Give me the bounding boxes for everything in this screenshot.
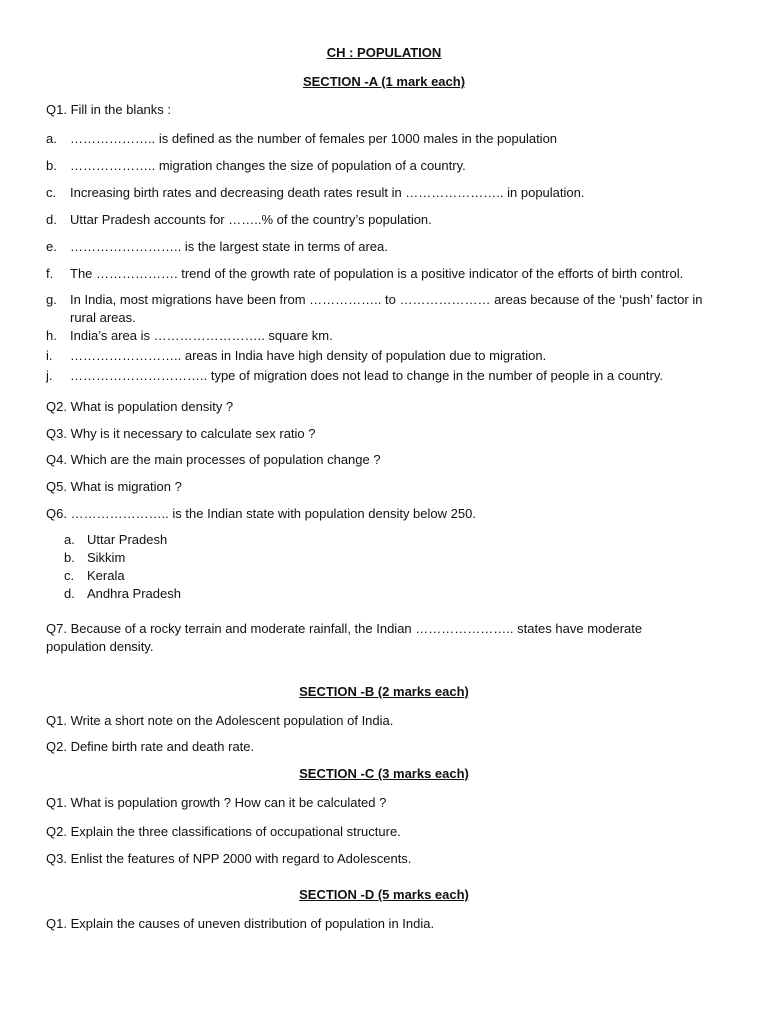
- blank-item-text: India’s area is …………………….. square km.: [70, 328, 333, 343]
- blank-item-text: The ………………. trend of the growth rate of population is a positive indicator of the efforts of birth control.: [70, 266, 684, 281]
- section-d-heading: SECTION -D (5 marks each): [299, 887, 469, 902]
- option-label: a.: [64, 532, 75, 547]
- blank-item-label: f.: [46, 266, 54, 281]
- option-label: b.: [64, 550, 75, 565]
- option-label: d.: [64, 586, 75, 601]
- blank-item-label: d.: [46, 212, 57, 227]
- section-c-q2: Q2. Explain the three classifications of occupational structure.: [46, 824, 401, 839]
- q7-rocky-terrain: Q7. Because of a rocky terrain and moderate rainfall, the Indian ………………….. states have moderate population density.: [46, 621, 643, 654]
- q1-fill-in-blanks: Q1. Fill in the blanks :: [46, 102, 171, 117]
- blank-item-label: c.: [46, 185, 57, 200]
- blank-item-text: ………………………….. type of migration does not lead to change in the number of people in a country.: [70, 368, 663, 383]
- q4-population-change: Q4. Which are the main processes of population change ?: [46, 452, 381, 467]
- section-b-q1: Q1. Write a short note on the Adolescent population of India.: [46, 713, 394, 728]
- blank-item-text: In India, most migrations have been from …………….. to ………………… areas because of the ‘push’ factor in rural areas.: [70, 292, 703, 325]
- blank-item-label: h.: [46, 328, 57, 343]
- blank-item-label: i.: [46, 348, 53, 363]
- option-text: Uttar Pradesh: [87, 532, 168, 547]
- blank-item-text: …………………….. areas in India have high density of population due to migration.: [70, 348, 547, 363]
- section-b-q2: Q2. Define birth rate and death rate.: [46, 739, 255, 754]
- blank-item-text: ……………….. migration changes the size of population of a country.: [70, 158, 466, 173]
- q3-sex-ratio: Q3. Why is it necessary to calculate sex ratio ?: [46, 426, 316, 441]
- blank-item-text: Increasing birth rates and decreasing death rates result in ………………….. in population.: [70, 185, 585, 200]
- option-text: Kerala: [87, 568, 125, 583]
- q6-density-below-250: Q6. ………………….. is the Indian state with population density below 250.: [46, 506, 476, 521]
- section-c-q3: Q3. Enlist the features of NPP 2000 with regard to Adolescents.: [46, 851, 412, 866]
- blank-item-label: b.: [46, 158, 57, 173]
- chapter-title: CH : POPULATION: [326, 45, 442, 60]
- blank-item-label: j.: [46, 368, 53, 383]
- blank-item-text: …………………….. is the largest state in terms of area.: [70, 239, 388, 254]
- q5-migration: Q5. What is migration ?: [46, 479, 182, 494]
- section-b-heading: SECTION -B (2 marks each): [299, 684, 469, 699]
- section-d-q1: Q1. Explain the causes of uneven distribution of population in India.: [46, 916, 435, 931]
- option-text: Sikkim: [87, 550, 126, 565]
- section-c-q1: Q1. What is population growth ? How can it be calculated ?: [46, 795, 387, 810]
- section-a-heading: SECTION -A (1 mark each): [302, 74, 466, 89]
- q2-population-density: Q2. What is population density ?: [46, 399, 234, 414]
- blank-item-label: g.: [46, 292, 57, 307]
- option-label: c.: [64, 568, 75, 583]
- option-text: Andhra Pradesh: [87, 586, 181, 601]
- blank-item-text: Uttar Pradesh accounts for ……..% of the country’s population.: [70, 212, 432, 227]
- blank-item-label: e.: [46, 239, 57, 254]
- blank-item-label: a.: [46, 131, 57, 146]
- blank-item-text: ……………….. is defined as the number of females per 1000 males in the population: [70, 131, 558, 146]
- section-c-heading: SECTION -C (3 marks each): [299, 766, 469, 781]
